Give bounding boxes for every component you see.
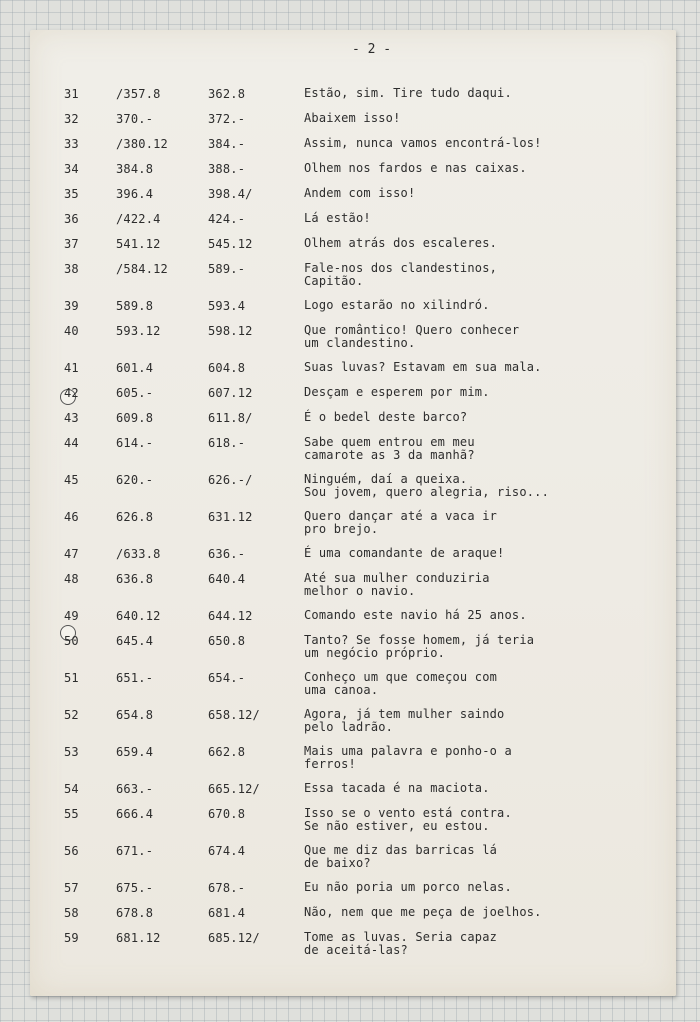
time-out: 640.4 — [208, 572, 246, 586]
time-in: 396.4 — [116, 187, 154, 201]
time-out: 662.8 — [208, 745, 246, 759]
time-out: 372.- — [208, 112, 246, 126]
time-out: 670.8 — [208, 807, 246, 821]
subtitle-text: Sabe quem entrou em meu camarote as 3 da manhã? — [304, 435, 475, 462]
time-in: 640.12 — [116, 609, 161, 623]
time-in: 678.8 — [116, 906, 154, 920]
subtitle-text: Essa tacada é na maciota. — [304, 781, 490, 795]
time-out: 654.- — [208, 671, 246, 685]
row-number: 50 — [64, 634, 79, 648]
time-out: 362.8 — [208, 87, 246, 101]
time-out: 674.4 — [208, 844, 246, 858]
subtitle-text: Fale-nos dos clandestinos, Capitão. — [304, 261, 498, 288]
row-number: 32 — [64, 112, 79, 126]
subtitle-text: Não, nem que me peça de joelhos. — [304, 905, 542, 919]
time-in: 671.- — [116, 844, 154, 858]
time-in: 605.- — [116, 386, 154, 400]
row-number: 39 — [64, 299, 79, 313]
time-out: 665.12/ — [208, 782, 260, 796]
time-in: 626.8 — [116, 510, 154, 524]
row-number: 38 — [64, 262, 79, 276]
time-in: /380.12 — [116, 137, 168, 151]
time-in: 609.8 — [116, 411, 154, 425]
row-number: 34 — [64, 162, 79, 176]
time-out: 631.12 — [208, 510, 253, 524]
subtitle-text: Suas luvas? Estavam em sua mala. — [304, 360, 542, 374]
time-out: 398.4/ — [208, 187, 253, 201]
time-in: 370.- — [116, 112, 154, 126]
time-in: /422.4 — [116, 212, 161, 226]
row-number: 36 — [64, 212, 79, 226]
row-number: 59 — [64, 931, 79, 945]
subtitle-text: Tanto? Se fosse homem, já teria um negócio próprio. — [304, 633, 535, 660]
subtitle-text: Andem com isso! — [304, 186, 416, 200]
time-out: 681.4 — [208, 906, 246, 920]
row-number: 43 — [64, 411, 79, 425]
subtitle-text: Olhem atrás dos escaleres. — [304, 236, 498, 250]
time-in: /584.12 — [116, 262, 168, 276]
time-out: 611.8/ — [208, 411, 253, 425]
time-out: 644.12 — [208, 609, 253, 623]
time-out: 589.- — [208, 262, 246, 276]
time-out: 388.- — [208, 162, 246, 176]
time-out: 545.12 — [208, 237, 253, 251]
time-in: 666.4 — [116, 807, 154, 821]
time-out: 618.- — [208, 436, 246, 450]
subtitle-text: Até sua mulher conduziria melhor o navio. — [304, 571, 490, 598]
subtitle-text: É o bedel deste barco? — [304, 410, 468, 424]
time-in: 601.4 — [116, 361, 154, 375]
time-in: 636.8 — [116, 572, 154, 586]
time-in: 654.8 — [116, 708, 154, 722]
subtitle-text: Lá estão! — [304, 211, 371, 225]
subtitle-text: É uma comandante de araque! — [304, 546, 505, 560]
time-in: 659.4 — [116, 745, 154, 759]
row-number: 55 — [64, 807, 79, 821]
time-in: /633.8 — [116, 547, 161, 561]
time-in: 675.- — [116, 881, 154, 895]
time-in: 651.- — [116, 671, 154, 685]
row-number: 52 — [64, 708, 79, 722]
time-in: 541.12 — [116, 237, 161, 251]
time-in: 384.8 — [116, 162, 154, 176]
typed-page — [30, 30, 676, 996]
time-in: 663.- — [116, 782, 154, 796]
time-out: 598.12 — [208, 324, 253, 338]
time-out: 685.12/ — [208, 931, 260, 945]
subtitle-text: Logo estarão no xilindró. — [304, 298, 490, 312]
subtitle-text: Olhem nos fardos e nas caixas. — [304, 161, 527, 175]
row-number: 47 — [64, 547, 79, 561]
time-in: 589.8 — [116, 299, 154, 313]
row-number: 56 — [64, 844, 79, 858]
subtitle-text: Abaixem isso! — [304, 111, 401, 125]
time-in: 614.- — [116, 436, 154, 450]
time-out: 626.-/ — [208, 473, 253, 487]
row-number: 31 — [64, 87, 79, 101]
row-number: 53 — [64, 745, 79, 759]
time-in: 593.12 — [116, 324, 161, 338]
subtitle-text: Estão, sim. Tire tudo daqui. — [304, 86, 512, 100]
row-number: 41 — [64, 361, 79, 375]
row-number: 51 — [64, 671, 79, 685]
row-number: 45 — [64, 473, 79, 487]
time-out: 593.4 — [208, 299, 246, 313]
subtitle-text: Agora, já tem mulher saindo pelo ladrão. — [304, 707, 505, 734]
time-in: 645.4 — [116, 634, 154, 648]
time-out: 678.- — [208, 881, 246, 895]
time-out: 604.8 — [208, 361, 246, 375]
subtitle-text: Comando este navio há 25 anos. — [304, 608, 527, 622]
subtitle-text: Quero dançar até a vaca ir pro brejo. — [304, 509, 498, 536]
row-number: 42 — [64, 386, 79, 400]
subtitle-text: Ninguém, daí a queixa. Sou jovem, quero alegria, riso... — [304, 472, 550, 499]
row-number: 48 — [64, 572, 79, 586]
row-number: 54 — [64, 782, 79, 796]
row-number: 37 — [64, 237, 79, 251]
subtitle-text: Desçam e esperem por mim. — [304, 385, 490, 399]
time-in: 620.- — [116, 473, 154, 487]
subtitle-text: Tome as luvas. Seria capaz de aceitá-las? — [304, 930, 498, 957]
row-number: 44 — [64, 436, 79, 450]
time-in: 681.12 — [116, 931, 161, 945]
subtitle-text: Que me diz das barricas lá de baixo? — [304, 843, 498, 870]
subtitle-text: Assim, nunca vamos encontrá-los! — [304, 136, 542, 150]
subtitle-table — [30, 30, 676, 996]
row-number: 46 — [64, 510, 79, 524]
row-number: 49 — [64, 609, 79, 623]
subtitle-text: Eu não poria um porco nelas. — [304, 880, 512, 894]
time-out: 650.8 — [208, 634, 246, 648]
time-out: 384.- — [208, 137, 246, 151]
time-in: /357.8 — [116, 87, 161, 101]
subtitle-text: Conheço um que começou com uma canoa. — [304, 670, 498, 697]
page-number: - 2 - — [352, 42, 392, 57]
subtitle-text: Isso se o vento está contra. Se não estiver, eu estou. — [304, 806, 512, 833]
row-number: 58 — [64, 906, 79, 920]
time-out: 636.- — [208, 547, 246, 561]
time-out: 424.- — [208, 212, 246, 226]
time-out: 658.12/ — [208, 708, 260, 722]
row-number: 40 — [64, 324, 79, 338]
row-number: 33 — [64, 137, 79, 151]
subtitle-text: Mais uma palavra e ponho-o a ferros! — [304, 744, 512, 771]
row-number: 57 — [64, 881, 79, 895]
time-out: 607.12 — [208, 386, 253, 400]
subtitle-text: Que romântico! Quero conhecer um clandestino. — [304, 323, 520, 350]
row-number: 35 — [64, 187, 79, 201]
